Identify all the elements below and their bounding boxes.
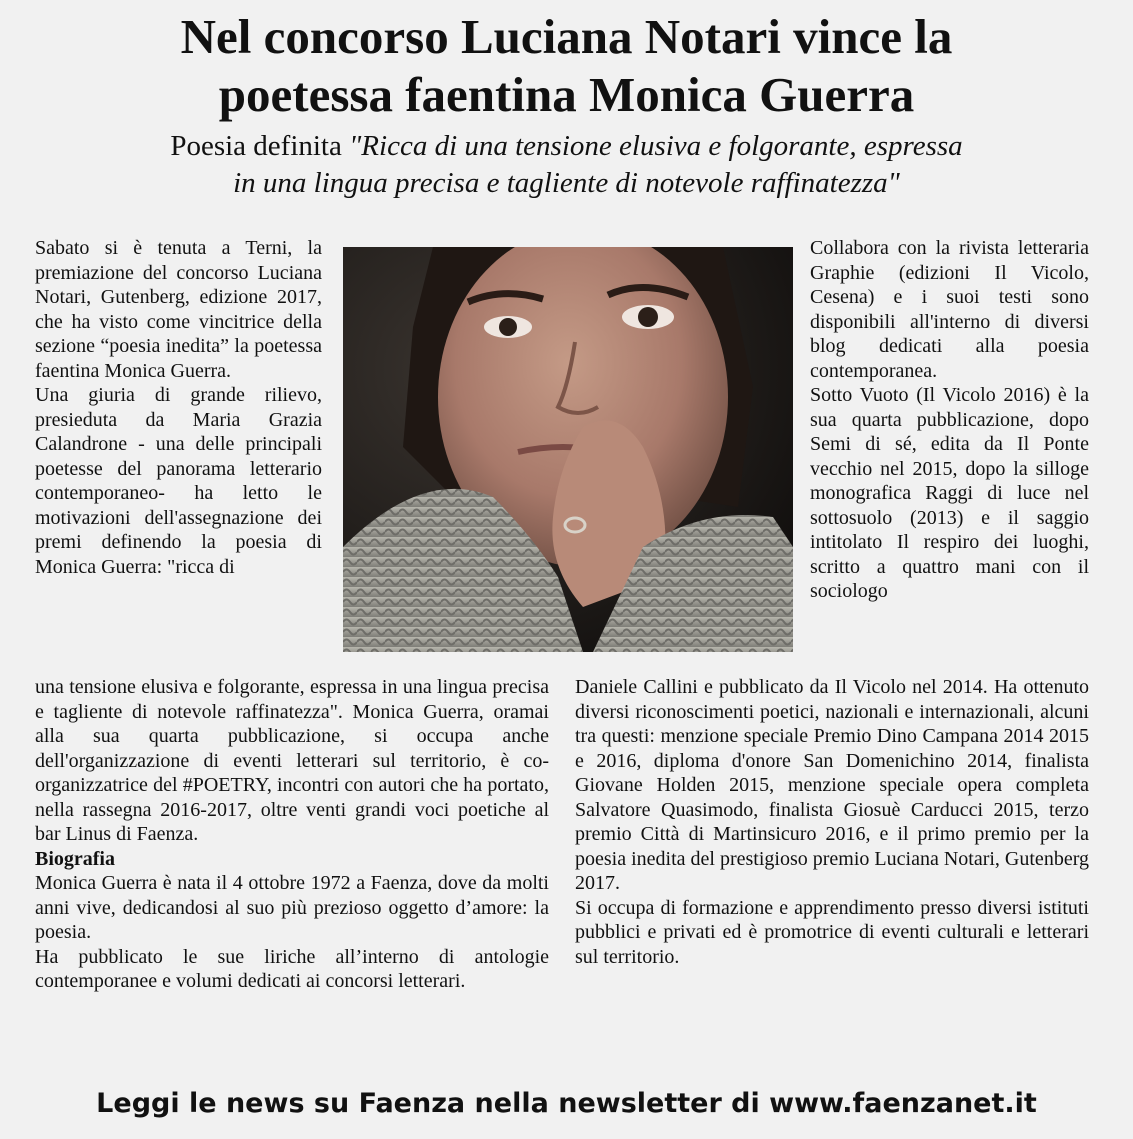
right-column-top: [810, 236, 1089, 604]
biography-paragraph-2: Ha pubblicato le sue liriche all’interno di antologie contemporanee e volumi dedicati ai concorsi letterari.: [35, 945, 549, 992]
left-column-bottom-text: una tensione elusiva e folgorante, espressa in una lingua precisa e tagliente di notevole raffinatezza". Monica Guerra, oramai alla sua quarta pubblicazione, si occupa anche dell'organizzazione di eventi letterari sul territorio, è co-organizzatrice del #POETRY, incontri con autori che ha portato, nella rassegna 2016-2017, oltre venti grandi voci poetiche al bar Linus di Faenza.: [35, 676, 549, 845]
right-column-bottom: [575, 675, 1089, 969]
author-photo: [343, 247, 793, 652]
newsletter-footer: Leggi le news su Faenza nella newsletter di www.faenzanet.it: [96, 1088, 1037, 1119]
right-column-last-paragraph: Si occupa di formazione e apprendimento presso diversi istituti pubblici e privati ed è promotrice di eventi culturali e letterari sul territorio.: [575, 896, 1089, 968]
right-column-bottom-text: Daniele Callini e pubblicato da Il Vicolo nel 2014. Ha ottenuto diversi riconoscimenti poetici, nazionali e internazionali, alcuni tra questi: menzione speciale Premio Dino Campana 2014 2015 e 2016, diploma d'onore San Domenichino 2014, finalista Giovane Holden 2015, menzione speciale opera completa Salvatore Quasimodo, finalista Giosuè Carducci 2015, terzo premio Città di Martinsicuro 2016, e il primo premio per la poesia inedita del prestigioso premio Luciana Notari, Gutenberg 2017.: [575, 676, 1089, 894]
left-column-bottom: [35, 675, 549, 994]
biography-paragraph-1: Monica Guerra è nata il 4 ottobre 1972 a Faenza, dove da molti anni vive, dedicandosi al suo più prezioso oggetto d’amore: la poesia.: [35, 872, 549, 943]
subtitle-prefix: Poesia definita: [170, 130, 350, 162]
left-column-top-text: Sabato si è tenuta a Terni, la premiazione del concorso Luciana Notari, Gutenberg, edizione 2017, che ha visto come vincitrice della sezione “poesia inedita” la poetessa faentina Monica Guerra. Una giuria di grande rilievo, presieduta da Maria Grazia Calandrone - una delle principali poetesse del panorama letterario contemporaneo- ha letto le motivazioni dell'assegnazione dei premi definendo la poesia di Monica Guerra: "ricca di: [35, 237, 322, 578]
headline: [0, 8, 1133, 124]
right-column-top-text: Collabora con la rivista letteraria Graphie (edizioni Il Vicolo, Cesena) e i suoi testi sono disponibili all'interno di diversi blog dedicati alla poesia contemporanea. Sotto Vuoto (Il Vicolo 2016) è la sua quarta pubblicazione, dopo Semi di sé, edita da Il Ponte vecchio nel 2015, dopo la silloge monografica Raggi di luce nel sottosuolo (2013) e il saggio intitolato Il respiro dei luoghi, scritto a quattro mani con il sociologo: [810, 237, 1089, 602]
biography-heading: Biografia: [35, 847, 115, 870]
subtitle: [0, 128, 1133, 202]
headline-line-1: Nel concorso Luciana Notari vince la: [180, 9, 953, 64]
left-column-top: [35, 236, 322, 579]
subtitle-quote-line-2: in una lingua precisa e tagliente di notevole raffinatezza": [233, 167, 900, 199]
subtitle-quote-line-1: "Ricca di una tensione elusiva e folgorante, espressa: [349, 130, 963, 162]
headline-line-2: poetessa faentina Monica Guerra: [218, 67, 915, 122]
